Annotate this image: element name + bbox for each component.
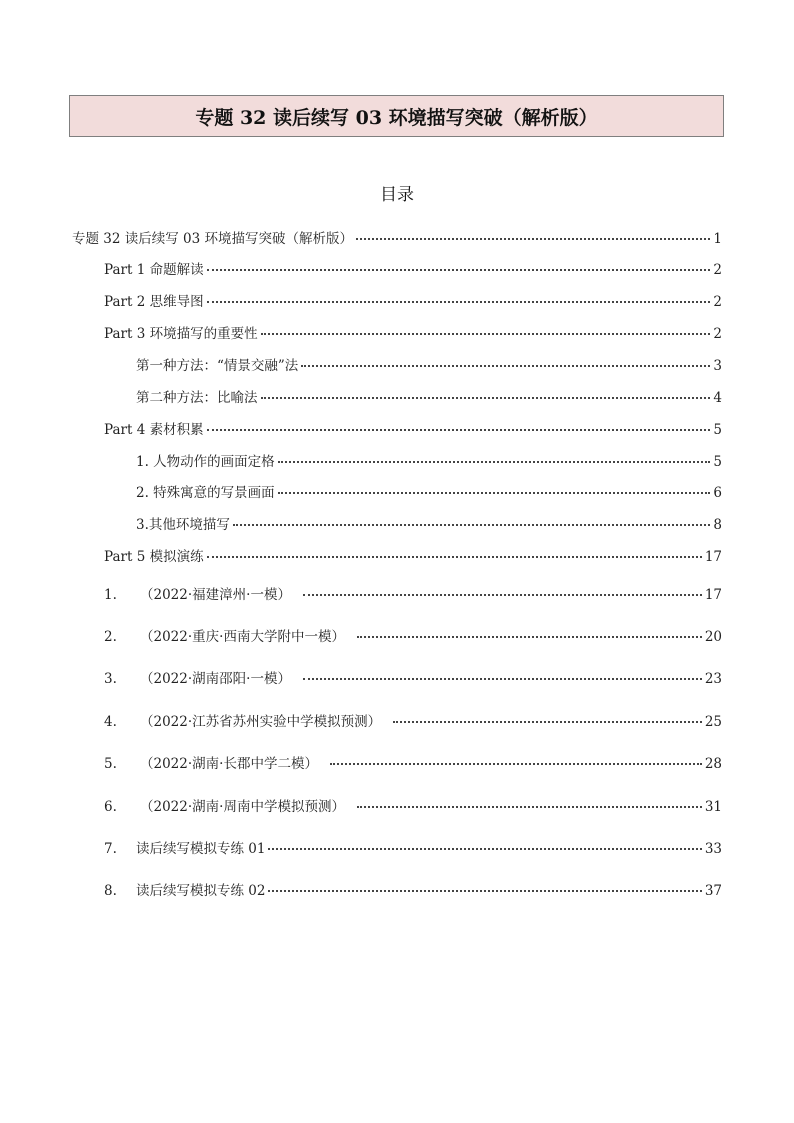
- toc-entry-number: 4.: [104, 714, 117, 730]
- toc-entry-label: 2. 特殊寓意的写景画面: [136, 485, 275, 501]
- toc-dot-leader: [356, 237, 710, 240]
- toc-dot-leader: [303, 593, 702, 596]
- toc-entry-page: 2: [713, 294, 722, 310]
- toc-entry-page: 17: [704, 587, 722, 603]
- toc-entry-label: 1. 人物动作的画面定格: [136, 454, 275, 470]
- toc-entry-label: Part 2 思维导图: [104, 294, 204, 310]
- toc-entry-page: 6: [713, 485, 722, 501]
- toc-entry-label: Part 1 命题解读: [104, 262, 204, 278]
- toc-entry[interactable]: [104, 798, 722, 816]
- toc-entry[interactable]: [136, 453, 722, 471]
- toc-entry-page: 20: [704, 629, 722, 645]
- toc-entry[interactable]: [104, 261, 722, 279]
- toc-dot-leader: [357, 805, 702, 808]
- toc-entry-number: 6.: [104, 799, 117, 815]
- toc-entry[interactable]: [136, 516, 722, 534]
- toc-entry[interactable]: [136, 389, 722, 407]
- toc-entry-label: （2022·江苏省苏州实验中学模拟预测）: [140, 714, 382, 730]
- toc-entry[interactable]: [104, 548, 722, 566]
- toc-dot-leader: [278, 491, 711, 494]
- toc-dot-leader: [278, 460, 711, 463]
- toc-entry-page: 2: [713, 326, 722, 342]
- toc-dot-leader: [393, 720, 702, 723]
- toc-entry-number: 1.: [104, 587, 117, 603]
- toc-dot-leader: [303, 677, 702, 680]
- toc-entry-label: （2022·重庆·西南大学附中一模）: [140, 629, 345, 645]
- toc-entry-number: 2.: [104, 629, 117, 645]
- toc-entry-label: （2022·福建漳州·一模）: [140, 587, 291, 603]
- document-title: 专题 32 读后续写 03 环境描写突破（解析版）: [69, 95, 724, 137]
- toc-heading: 目录: [380, 185, 414, 205]
- toc-entry-number: 3.: [104, 671, 117, 687]
- toc-dot-leader: [268, 889, 701, 892]
- toc-entry-page: 17: [704, 549, 722, 565]
- toc-dot-leader: [233, 523, 711, 526]
- toc-entry-page: 3: [713, 358, 722, 374]
- toc-entry-page: 4: [713, 390, 722, 406]
- toc-entry-page: 25: [704, 714, 722, 730]
- toc-dot-leader: [261, 396, 711, 399]
- toc-entry[interactable]: [104, 293, 722, 311]
- toc-entry-label: 第一种方法：“情景交融”法: [136, 358, 299, 374]
- toc-entry-page: 1: [713, 231, 722, 247]
- toc-entry-label: （2022·湖南·长郡中学二模）: [140, 756, 318, 772]
- toc-dot-leader: [301, 364, 710, 367]
- toc-entry-number: 7.: [104, 841, 117, 857]
- toc-dot-leader: [207, 300, 711, 303]
- toc-entry[interactable]: [104, 755, 722, 773]
- toc-entry-page: 5: [713, 454, 722, 470]
- toc-entry[interactable]: [104, 713, 722, 731]
- toc-entry-label: 读后续写模拟专练 02: [136, 883, 266, 899]
- toc-entry-label: 第二种方法：比喻法: [136, 390, 258, 406]
- toc-entry[interactable]: [104, 325, 722, 343]
- toc-entry[interactable]: [104, 628, 722, 646]
- toc-entry[interactable]: [104, 421, 722, 439]
- toc-entry[interactable]: [136, 357, 722, 375]
- toc-entry-page: 2: [713, 262, 722, 278]
- toc-dot-leader: [261, 332, 711, 335]
- toc-dot-leader: [330, 762, 702, 765]
- toc-entry[interactable]: [104, 882, 722, 900]
- toc-entry-page: 8: [713, 517, 722, 533]
- toc-entry-label: Part 4 素材积累: [104, 422, 204, 438]
- toc-dot-leader: [207, 268, 711, 271]
- toc-dot-leader: [357, 635, 702, 638]
- toc-entry-number: 8.: [104, 883, 117, 899]
- toc-entry-label: 专题 32 读后续写 03 环境描写突破（解析版）: [72, 231, 354, 247]
- toc-entry-page: 23: [704, 671, 722, 687]
- toc-entry-number: 5.: [104, 756, 117, 772]
- toc-entry-label: 3.其他环境描写: [136, 517, 230, 533]
- toc-entry-page: 37: [704, 883, 722, 899]
- toc-dot-leader: [207, 428, 711, 431]
- toc-entry[interactable]: [72, 230, 722, 248]
- toc-entry[interactable]: [136, 484, 722, 502]
- toc-entry-page: 31: [704, 799, 722, 815]
- toc-entry-label: Part 5 模拟演练: [104, 549, 204, 565]
- toc-entry[interactable]: [104, 670, 722, 688]
- toc-dot-leader: [268, 847, 701, 850]
- toc-entry-page: 28: [704, 756, 722, 772]
- toc-entry[interactable]: [104, 840, 722, 858]
- toc-entry-label: （2022·湖南·周南中学模拟预测）: [140, 799, 345, 815]
- toc-entry[interactable]: [104, 586, 722, 604]
- toc-entry-label: （2022·湖南邵阳·一模）: [140, 671, 291, 687]
- toc-dot-leader: [207, 555, 702, 558]
- toc-entry-label: Part 3 环境描写的重要性: [104, 326, 258, 342]
- toc-entry-page: 5: [713, 422, 722, 438]
- toc-entry-page: 33: [704, 841, 722, 857]
- toc-entry-label: 读后续写模拟专练 01: [136, 841, 266, 857]
